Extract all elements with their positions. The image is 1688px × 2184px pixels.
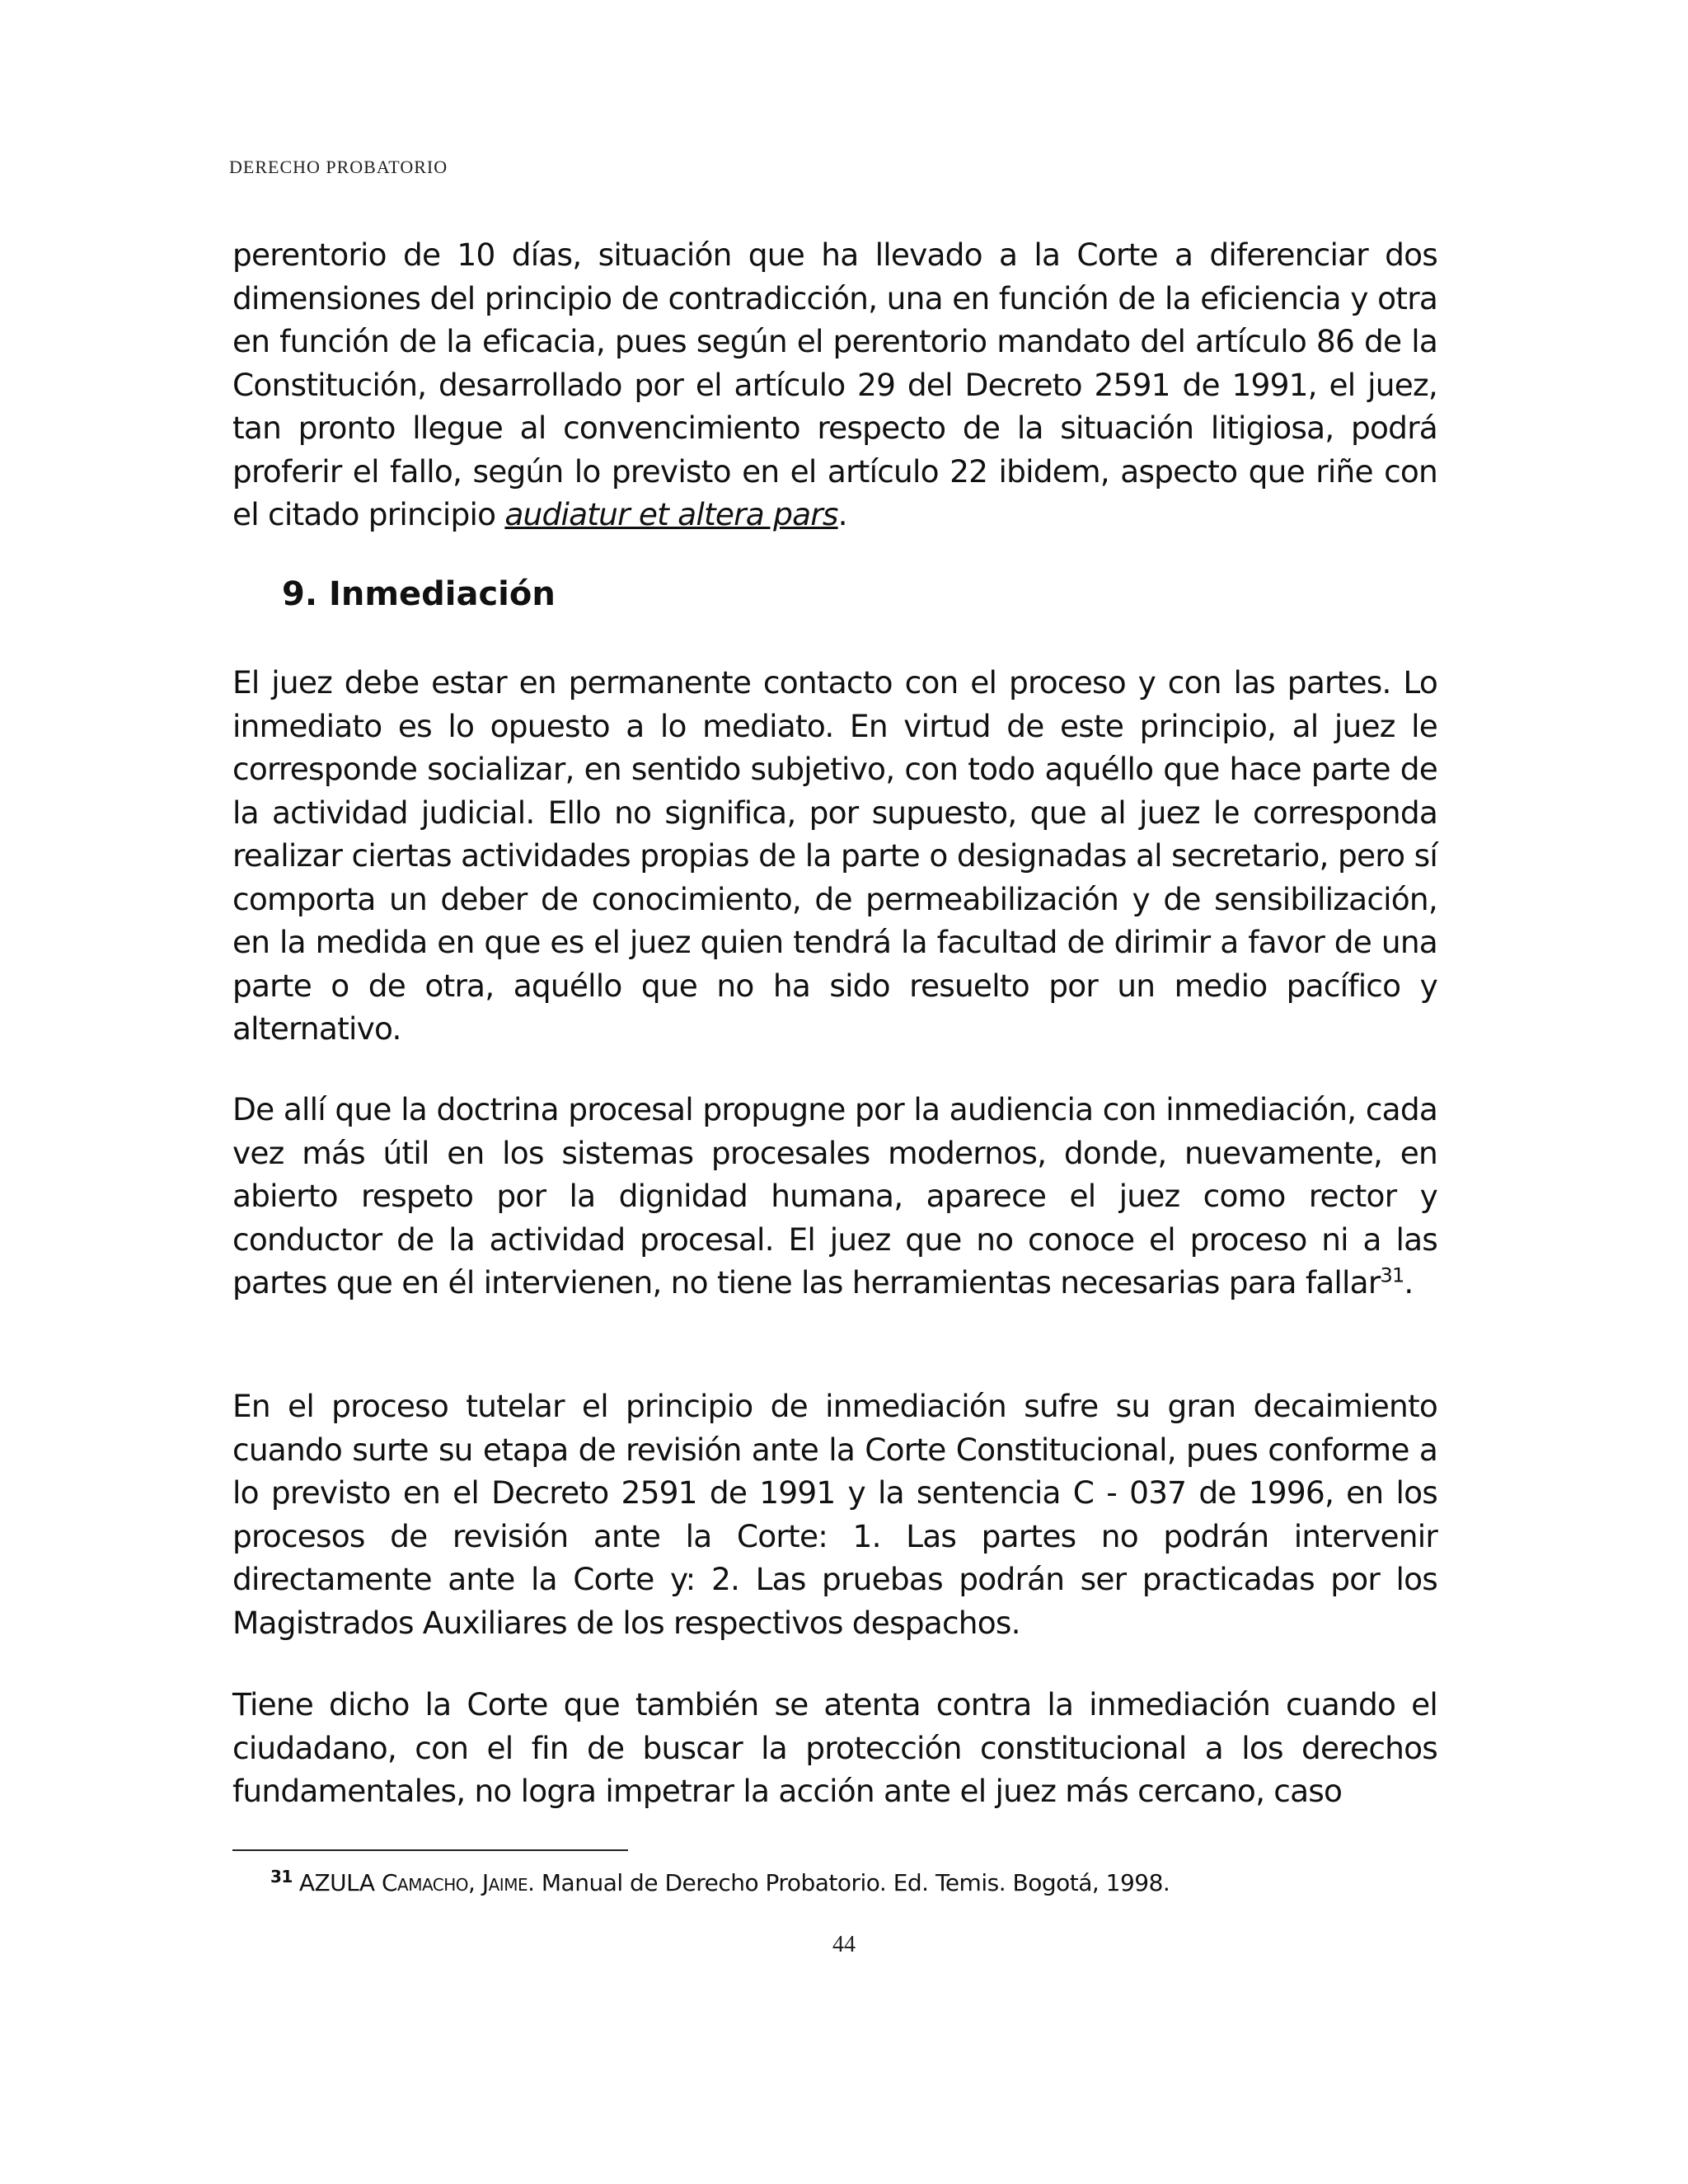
footnote-citation: . Manual de Derecho Probatorio. Ed. Temis. Bogotá, 1998. <box>528 1869 1170 1896</box>
footnote-number: 31 <box>270 1866 293 1886</box>
footnote-author-smallcaps: Camacho, Jaime <box>381 1869 528 1896</box>
running-header: DERECHO PROBATORIO <box>229 157 448 177</box>
paragraph-3-end: . <box>1404 1264 1414 1301</box>
paragraph-3-text: De allí que la doctrina procesal propugne por la audiencia con inmediación, cada vez más útil en los sistemas procesales modernos, donde, nuevamente, en abierto respeto por la dignidad humana, aparece el juez como rector y conductor de la actividad procesal. El juez que no conoce el proceso ni a las partes que en él intervienen, no tiene las herramientas necesarias para fallar <box>232 1091 1437 1301</box>
paragraph-doctrina-procesal <box>232 1088 1437 1305</box>
paragraph-contradiccion-continued <box>232 233 1437 537</box>
paragraph-1-text: perentorio de 10 días, situación que ha llevado a la Corte a diferenciar dos dimensiones del principio de contradicción, una en función de la eficiencia y otra en función de la eficacia, pues según el perentorio mandato del artículo 86 de la Constitución, desarrollado por el artículo 29 del Decreto 2591 de 1991, el juez, tan pronto llegue al convencimiento respecto de la situación litigiosa, podrá proferir el fallo, según lo previsto en el artículo 22 ibidem, aspecto que riñe con el citado principio <box>232 237 1437 532</box>
footnote-31 <box>270 1866 1170 1896</box>
footnote-divider <box>232 1849 628 1851</box>
paragraph-1-end: . <box>837 496 847 532</box>
page-number: 44 <box>832 1932 856 1957</box>
paragraph-corte-inmediacion: Tiene dicho la Corte que también se atenta contra la inmediación cuando el ciudadano, con el fin de buscar la protección constitucional a los derechos fundamentales, no logra impetrar la acción ante el juez más cercano, caso <box>232 1686 1437 1809</box>
footnote-reference[interactable]: 31 <box>1380 1263 1404 1287</box>
latin-phrase: audiatur et altera pars <box>504 496 838 532</box>
paragraph-inmediacion-definition: El juez debe estar en permanente contacto con el proceso y con las partes. Lo inmediato es lo opuesto a lo mediato. En virtud de este principio, al juez le corresponde socializar, en sentido subjetivo, con todo aquéllo que hace parte de la actividad judicial. Ello no significa, por supuesto, que al juez le corresponda realizar ciertas actividades propias de la parte o designadas al secretario, pero sí comporta un deber de conocimiento, de permeabilización y de sensibilización, en la medida en que es el juez quien tendrá la facultad de dirimir a favor de una parte o de otra, aquéllo que no ha sido resuelto por un medio pacífico y alternativo. <box>232 664 1437 1047</box>
footnote-author-first: AZULA <box>298 1869 382 1896</box>
section-heading-inmediacion: 9. Inmediación <box>282 575 556 613</box>
paragraph-proceso-tutelar: En el proceso tutelar el principio de inmediación sufre su gran decaimiento cuando surte su etapa de revisión ante la Corte Constitucional, pues conforme a lo previsto en el Decreto 2591 de 1991 y la sentencia C - 037 de 1996, en los procesos de revisión ante la Corte: 1. Las partes no podrán intervenir directamente ante la Corte y: 2. Las pruebas podrán ser practicadas por los Magistrados Auxiliares de los respectivos despachos. <box>232 1388 1437 1641</box>
